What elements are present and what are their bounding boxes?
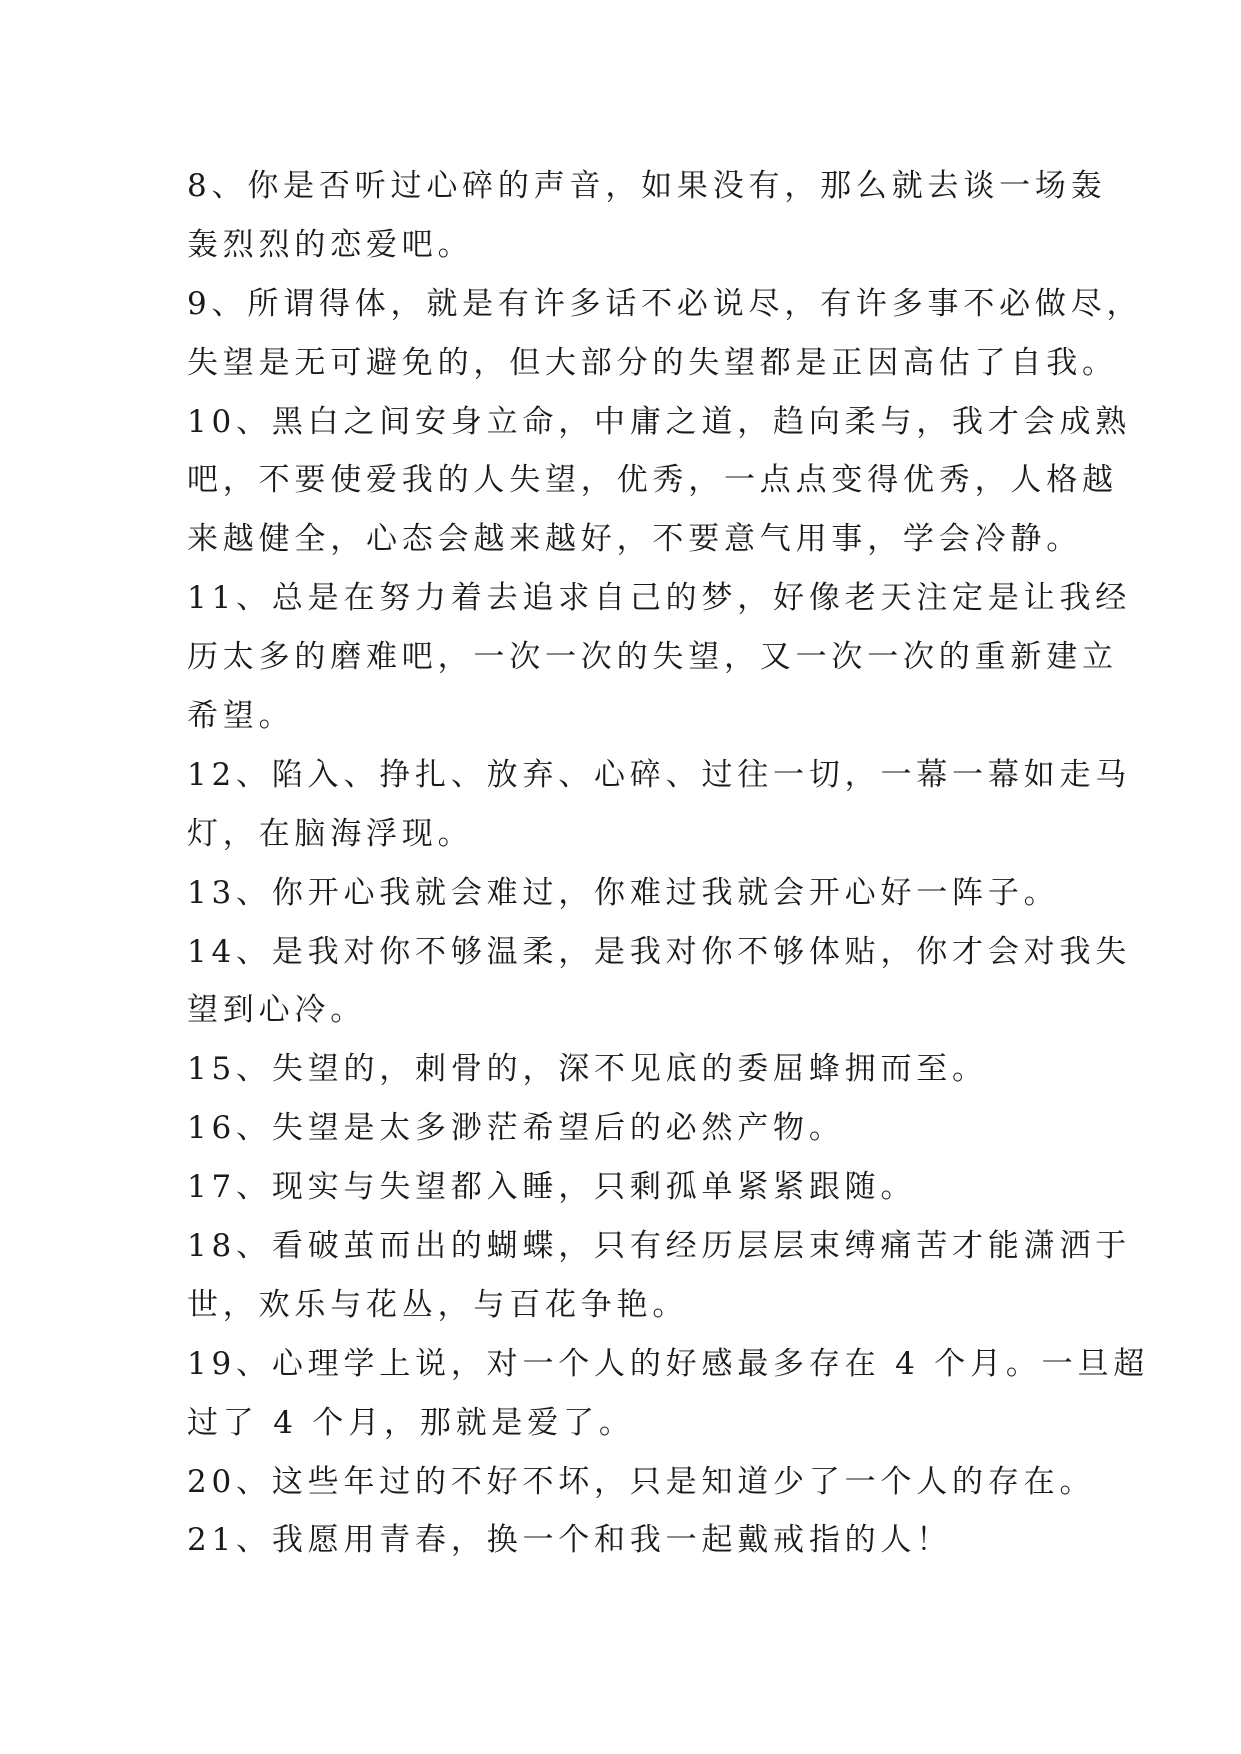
text-line: 11、总是在努力着去追求自己的梦，好像老天注定是让我经 — [187, 580, 1132, 617]
text-line: 吧，不要使爱我的人失望，优秀，一点点变得优秀，人格越 — [187, 462, 1118, 499]
text-line: 8、你是否听过心碎的声音，如果没有，那么就去谈一场轰 — [187, 168, 1107, 204]
text-line: 希望。 — [187, 698, 295, 735]
text-line: 来越健全，心态会越来越好，不要意气用事，学会冷静。 — [187, 521, 1082, 558]
text-line: 13、你开心我就会难过，你难过我就会开心好一阵子。 — [187, 874, 1060, 911]
text-line: 过了 4 个月，那就是爱了。 — [187, 1404, 635, 1441]
text-line: 17、现实与失望都入睡，只剩孤单紧紧跟随。 — [187, 1169, 917, 1206]
text-line: 18、看破茧而出的蝴蝶，只有经历层层束缚痛苦才能潇洒于 — [187, 1228, 1132, 1265]
text-line: 19、心理学上说，对一个人的好感最多存在 4 个月。一旦超 — [187, 1345, 1150, 1382]
text-line: 历太多的磨难吧，一次一次的失望，又一次一次的重新建立 — [187, 639, 1118, 676]
text-line: 21、我愿用青春，换一个和我一起戴戒指的人！ — [187, 1522, 953, 1559]
text-line: 16、失望是太多渺茫希望后的必然产物。 — [187, 1110, 845, 1147]
text-line: 15、失望的，刺骨的，深不见底的委屈蜂拥而至。 — [187, 1051, 988, 1088]
text-line: 20、这些年过的不好不坏，只是知道少了一个人的存在。 — [187, 1463, 1096, 1500]
text-line: 14、是我对你不够温柔，是我对你不够体贴，你才会对我失 — [187, 933, 1132, 970]
document-body — [187, 157, 1150, 1570]
text-line: 失望是无可避免的，但大部分的失望都是正因高估了自我。 — [187, 344, 1118, 381]
text-line: 世，欢乐与花丛，与百花争艳。 — [187, 1286, 689, 1323]
text-line: 9、所谓得体，就是有许多话不必说尽，有许多事不必做尽， — [187, 285, 1143, 322]
text-line: 12、陷入、挣扎、放弃、心碎、过往一切，一幕一幕如走马 — [187, 756, 1132, 793]
text-line: 10、黑白之间安身立命，中庸之道，趋向柔与，我才会成熟 — [187, 403, 1132, 440]
text-line: 望到心冷。 — [187, 992, 366, 1029]
text-line: 轰烈烈的恋爱吧。 — [187, 226, 474, 263]
text-line: 灯，在脑海浮现。 — [187, 815, 474, 852]
